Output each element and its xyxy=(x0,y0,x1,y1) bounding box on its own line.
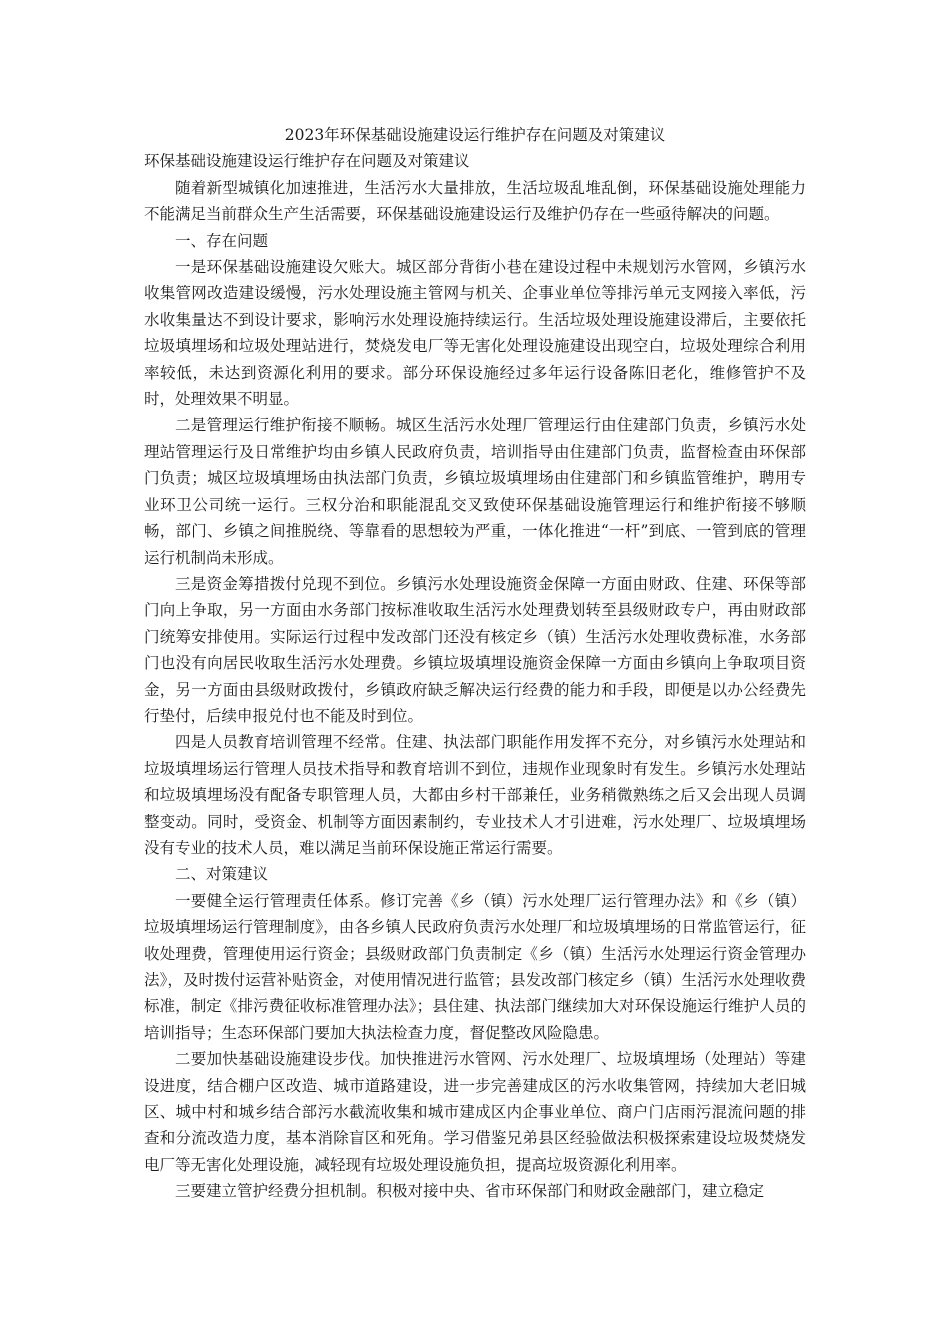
problem-paragraph-3: 三是资金筹措拨付兑现不到位。乡镇污水处理设施资金保障一方面由财政、住建、环保等部门向上争取，另一方面由水务部门按标准收取生活污水处理费划转至县级财政专户，再由财政部门统筹安排使用。实际运行过程中发改部门还没有核定乡（镇）生活污水处理收费标准，水务部门也没有向居民收取生活污水处理费。乡镇垃圾填埋设施资金保障一方面由乡镇向上争取项目资金，另一方面由县级财政拨付，乡镇政府缺乏解决运行经费的能力和手段，即便是以办公经费先行垫付，后续申报兑付也不能及时到位。 xyxy=(144,574,806,725)
problem-paragraph-4: 四是人员教育培训管理不经常。住建、执法部门职能作用发挥不充分，对乡镇污水处理站和垃圾填埋场运行管理人员技术指导和教育培训不到位，违规作业现象时有发生。乡镇污水处理站和垃圾填埋场没有配备专职管理人员，大都由乡村干部兼任，业务稍微熟练之后又会出现人员调整变动。同时，受资金、机制等方面因素制约，专业技术人才引进难，污水处理厂、垃圾填埋场没有专业的技术人员，难以满足当前环保设施正常运行需要。 xyxy=(144,733,806,857)
document-subtitle: 环保基础设施建设运行维护存在问题及对策建议 xyxy=(144,152,470,171)
intro-paragraph: 随着新型城镇化加速推进，生活污水大量排放，生活垃圾乱堆乱倒，环保基础设施处理能力不能满足当前群众生产生活需要，环保基础设施建设运行及维护仍存在一些亟待解决的问题。 xyxy=(144,178,806,224)
problem-paragraph-2: 二是管理运行维护衔接不顺畅。城区生活污水处理厂管理运行由住建部门负责，乡镇污水处理站管理运行及日常维护均由乡镇人民政府负责，培训指导由住建部门负责，监督检查由环保部门负责；城区垃圾填埋场由执法部门负责，乡镇垃圾填埋场由住建部门和乡镇监管维护，聘用专业环卫公司统一运行。三权分治和职能混乱交叉致使环保基础设施管理运行和维护衔接不够顺畅，部门、乡镇之间推脱绕、等靠看的思想较为严重，一体化推进“一杆”到底、一管到底的管理运行机制尚未形成。 xyxy=(144,416,806,567)
suggestion-paragraph-2: 二要加快基础设施建设步伐。加快推进污水管网、污水处理厂、垃圾填埋场（处理站）等建设进度，结合棚户区改造、城市道路建设，进一步完善建成区的污水收集管网，持续加大老旧城区、城中村和城乡结合部污水截流收集和城市建成区内企事业单位、商户门店雨污混流问题的排查和分流改造力度，基本消除盲区和死角。学习借鉴兄弟县区经验做法积极探索建设垃圾焚烧发电厂等无害化处理设施，减轻现有垃圾处理设施负担，提高垃圾资源化利用率。 xyxy=(144,1050,806,1174)
document-page xyxy=(144,122,806,1205)
suggestion-paragraph-3: 三要建立管护经费分担机制。积极对接中央、省市环保部门和财政金融部门，建立稳定 xyxy=(175,1182,765,1201)
problem-paragraph-1: 一是环保基础设施建设欠账大。城区部分背街小巷在建设过程中未规划污水管网，乡镇污水收集管网改造建设缓慢，污水处理设施主管网与机关、企事业单位等排污单元支网接入率低，污水收集量达不到设计要求，影响污水处理设施持续运行。生活垃圾处理设施建设滞后，主要依托垃圾填埋场和垃圾处理站进行，焚烧发电厂等无害化处理设施建设出现空白，垃圾处理综合利用率较低，未达到资源化利用的要求。部分环保设施经过多年运行设备陈旧老化，维修管护不及时，处理效果不明显。 xyxy=(144,258,806,409)
section-heading-problems: 一、存在问题 xyxy=(175,231,269,250)
suggestion-paragraph-1: 一要健全运行管理责任体系。修订完善《乡（镇）污水处理厂运行管理办法》和《乡（镇）垃圾填埋场运行管理制度》，由各乡镇人民政府负责污水处理厂和垃圾填埋场的日常监管运行，征收处理费，管理使用运行资金；县级财政部门负责制定《乡（镇）生活污水处理运行资金管理办法》，及时拨付运营补贴资金，对使用情况进行监管；县发改部门核定乡（镇）生活污水处理收费标准，制定《排污费征收标准管理办法》；县住建、执法部门继续加大对环保设施运行维护人员的培训指导；生态环保部门要加大执法检查力度，督促整改风险隐患。 xyxy=(144,891,806,1042)
document-title: 2023年环保基础设施建设运行维护存在问题及对策建议 xyxy=(284,126,666,144)
section-heading-suggestions: 二、对策建议 xyxy=(175,865,269,884)
